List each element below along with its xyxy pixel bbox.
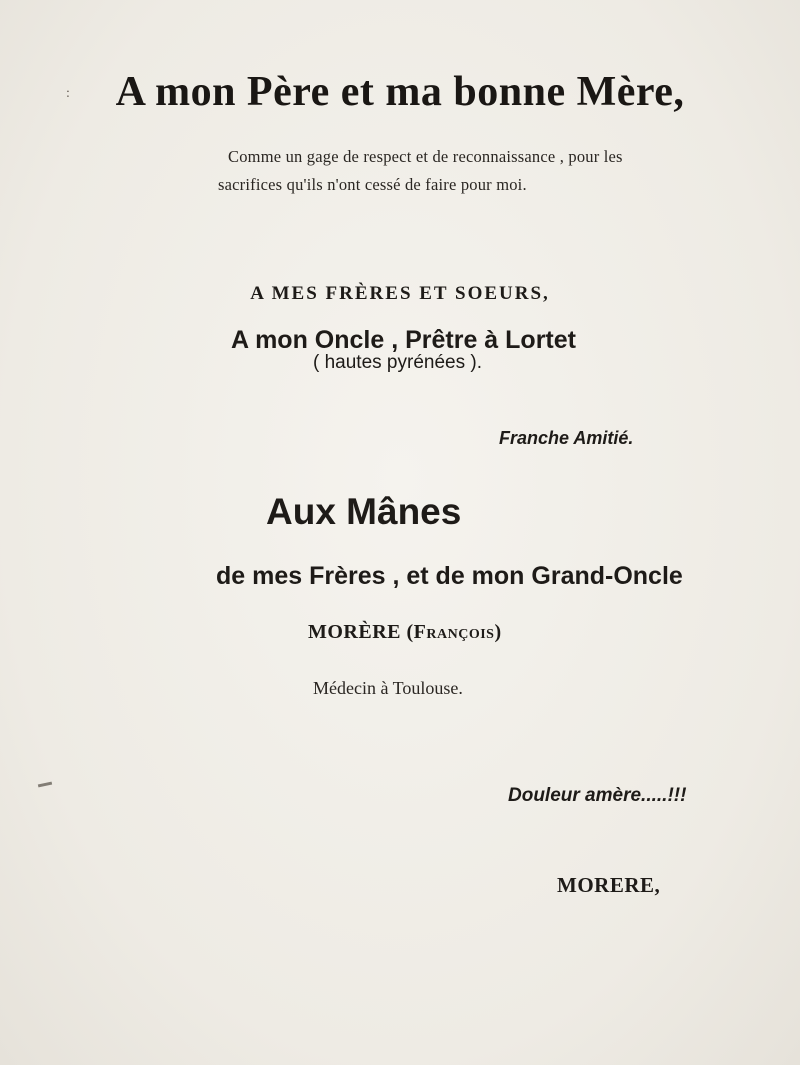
- dedication-text-line-1: Comme un gage de respect et de reconnaissance , pour les: [228, 147, 623, 166]
- memorial-given-name-wrapper: (François): [406, 621, 502, 643]
- uncle-region: ( hautes pyrénées ).: [313, 352, 482, 373]
- uncle-dedication: A mon Oncle , Prêtre à Lortet: [231, 326, 576, 354]
- memorial-profession: Médecin à Toulouse.: [313, 678, 463, 698]
- grief-closing: Douleur amère.....!!!: [508, 785, 687, 806]
- memorial-name: [308, 621, 502, 644]
- memorial-surname: MORÈRE: [308, 621, 401, 643]
- dedication-title: A mon Père et ma bonne Mère,: [115, 69, 685, 115]
- dedication-text-line-2: sacrifices qu'ils n'ont cessé de faire pour moi.: [218, 175, 527, 194]
- memorial-title: Aux Mânes: [266, 491, 462, 532]
- author-signature: MORERE,: [557, 873, 661, 897]
- margin-tick-icon: :: [66, 86, 70, 101]
- memorial-line: de mes Frères , et de mon Grand-Oncle: [216, 562, 683, 590]
- memorial-given-name: François: [413, 621, 495, 643]
- margin-mark: [38, 782, 52, 788]
- siblings-heading: A MES FRÈRES ET SOEURS,: [250, 283, 550, 304]
- friendship-closing: Franche Amitié.: [499, 428, 634, 448]
